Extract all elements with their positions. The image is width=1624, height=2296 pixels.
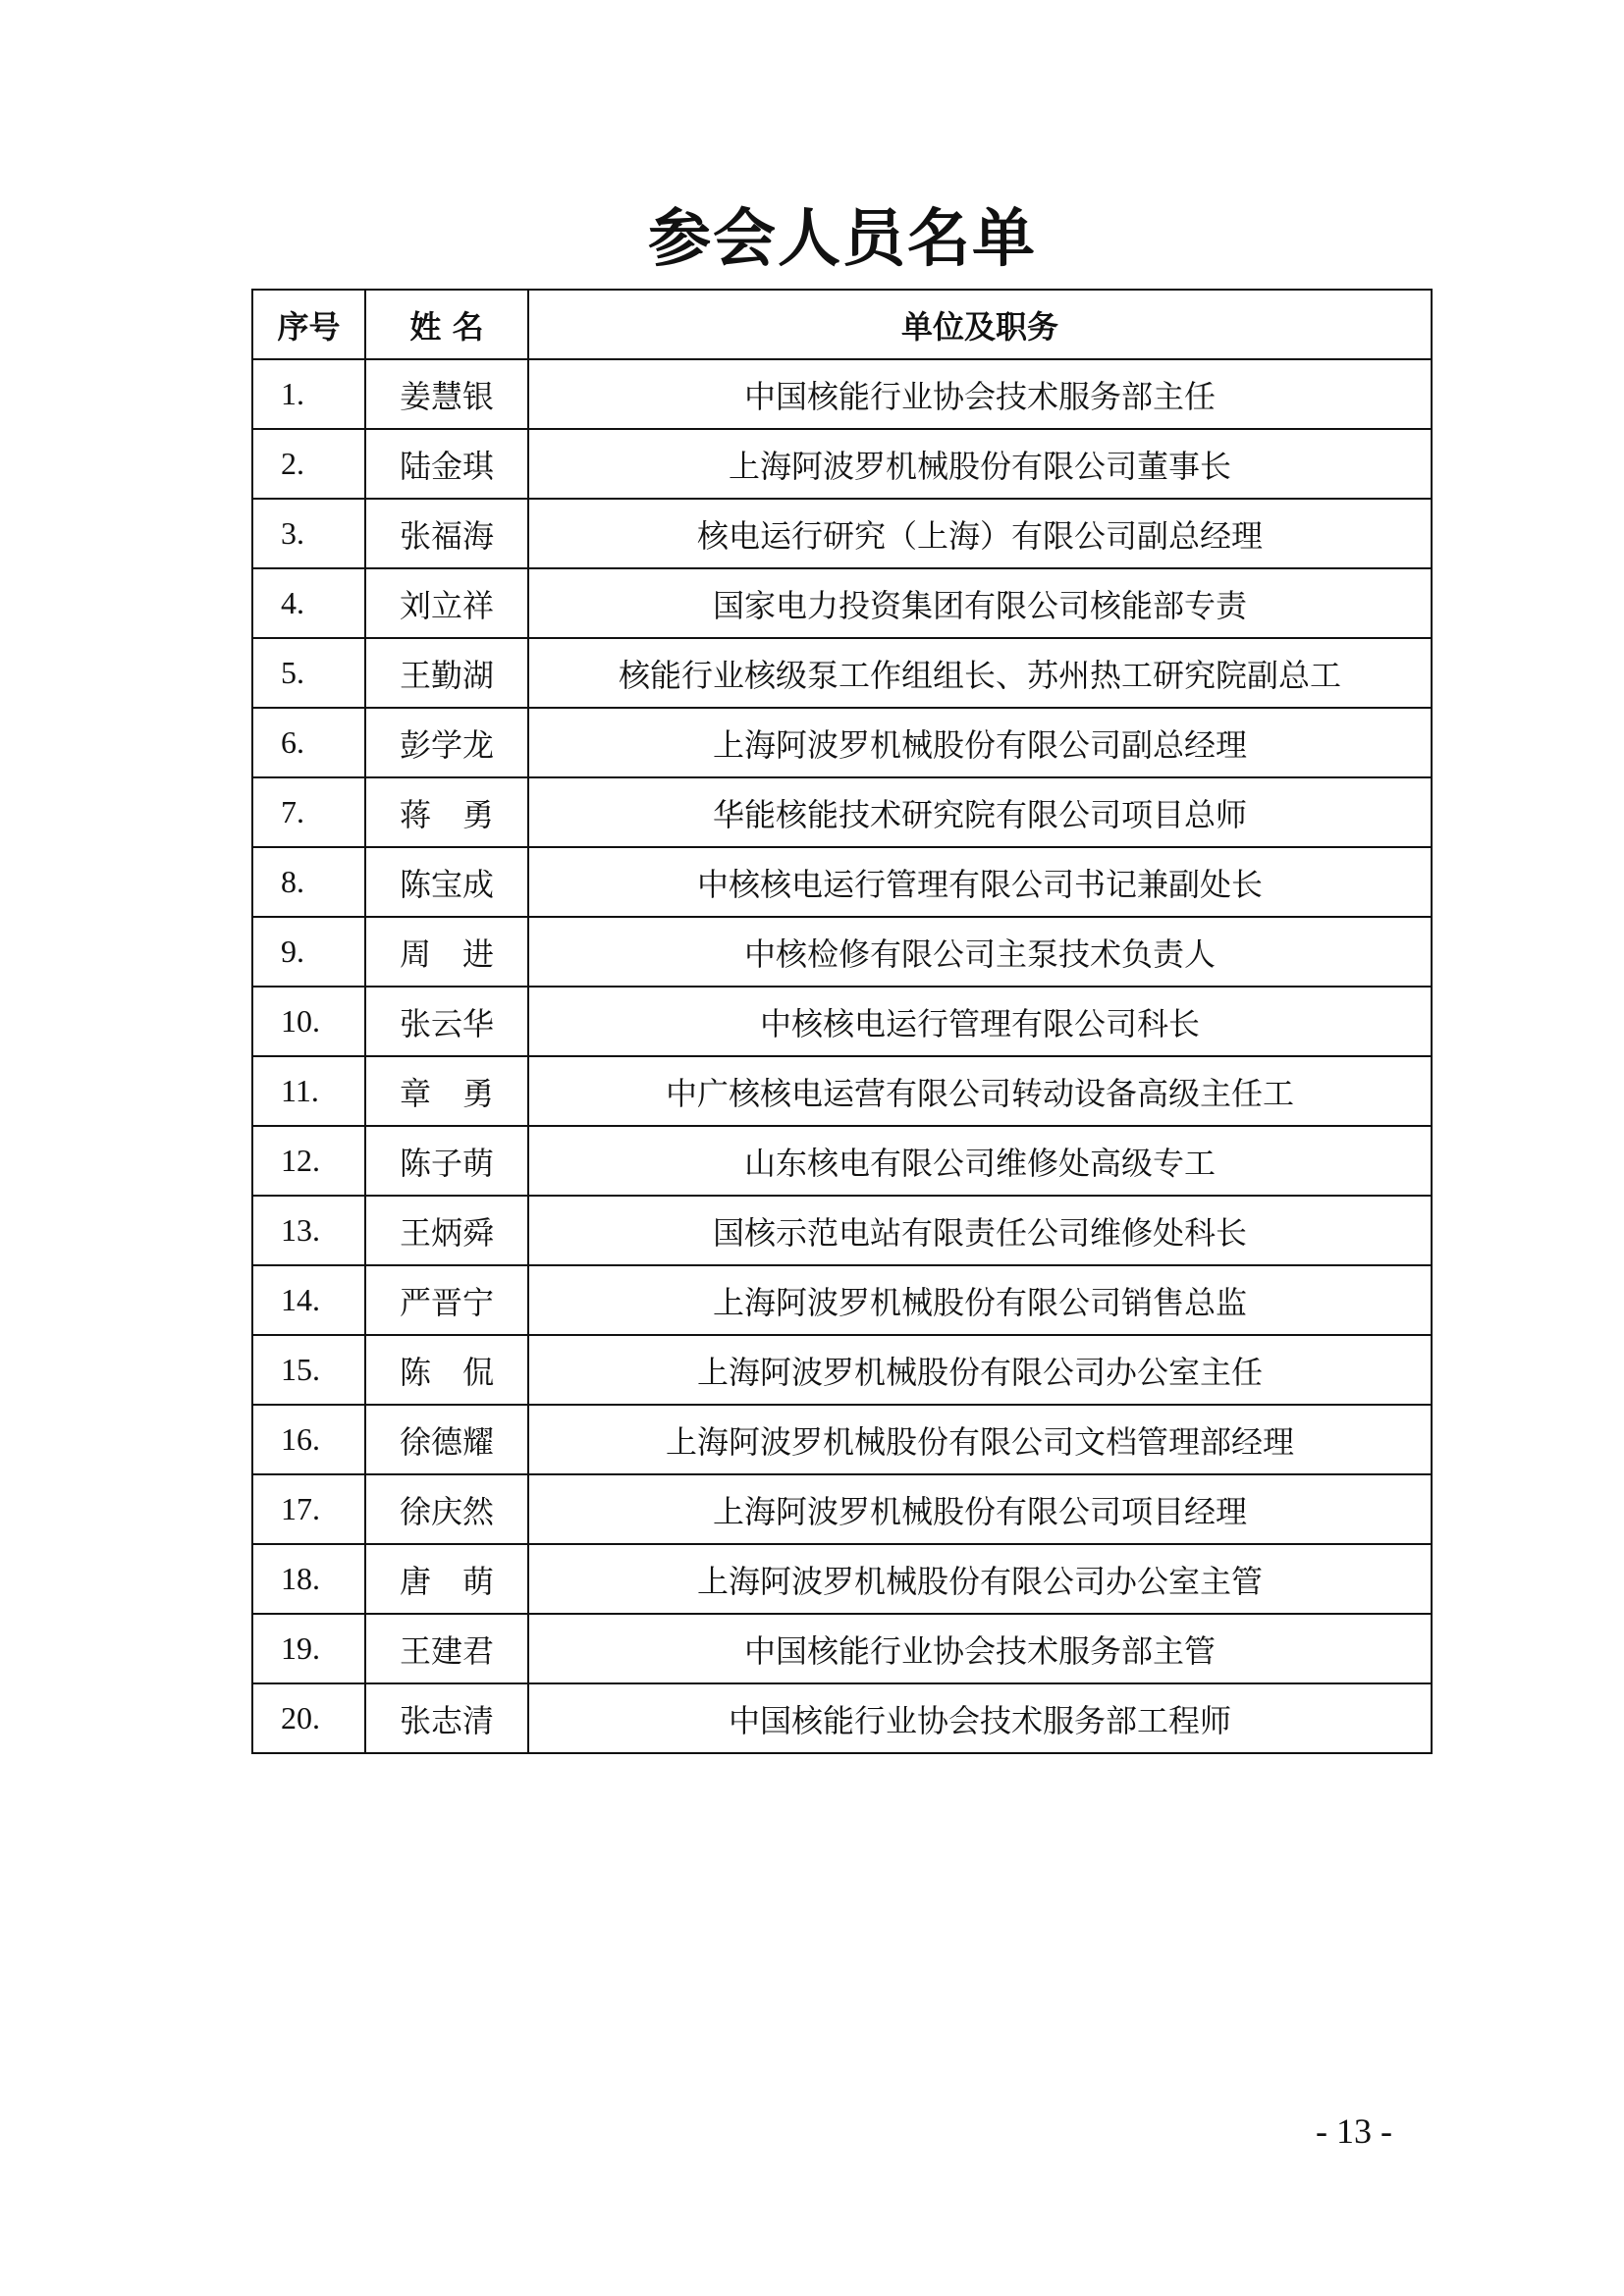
row-name: 陈子萌 [365, 1126, 528, 1196]
table-row [252, 1126, 1432, 1196]
row-index: 18. [252, 1544, 365, 1614]
row-name: 张志清 [365, 1683, 528, 1753]
table-row [252, 777, 1432, 847]
row-organization: 国家电力投资集团有限公司核能部专责 [528, 568, 1432, 638]
row-index: 8. [252, 847, 365, 917]
row-organization: 华能核能技术研究院有限公司项目总师 [528, 777, 1432, 847]
row-organization: 中广核核电运营有限公司转动设备高级主任工 [528, 1056, 1432, 1126]
row-organization: 核能行业核级泵工作组组长、苏州热工研究院副总工 [528, 638, 1432, 708]
row-index: 1. [252, 359, 365, 429]
table-row [252, 1196, 1432, 1265]
row-name: 彭学龙 [365, 708, 528, 777]
row-name: 王勤湖 [365, 638, 528, 708]
row-name: 章 勇 [365, 1056, 528, 1126]
header-organization-title: 单位及职务 [528, 290, 1432, 359]
row-name: 张云华 [365, 987, 528, 1056]
row-organization: 上海阿波罗机械股份有限公司项目经理 [528, 1474, 1432, 1544]
row-organization: 上海阿波罗机械股份有限公司办公室主管 [528, 1544, 1432, 1614]
table-row [252, 568, 1432, 638]
row-index: 2. [252, 429, 365, 499]
table-row [252, 1683, 1432, 1753]
row-name: 陈 侃 [365, 1335, 528, 1405]
table-row [252, 1474, 1432, 1544]
table-row [252, 1056, 1432, 1126]
row-organization: 上海阿波罗机械股份有限公司文档管理部经理 [528, 1405, 1432, 1474]
row-organization: 核电运行研究（上海）有限公司副总经理 [528, 499, 1432, 568]
row-index: 14. [252, 1265, 365, 1335]
row-index: 9. [252, 917, 365, 987]
table-header-row [252, 290, 1432, 359]
table-row [252, 359, 1432, 429]
table-row [252, 917, 1432, 987]
table-row [252, 708, 1432, 777]
table-row [252, 429, 1432, 499]
row-index: 6. [252, 708, 365, 777]
row-index: 11. [252, 1056, 365, 1126]
row-index: 16. [252, 1405, 365, 1474]
table-body [252, 359, 1432, 1753]
row-organization: 上海阿波罗机械股份有限公司副总经理 [528, 708, 1432, 777]
row-organization: 中国核能行业协会技术服务部工程师 [528, 1683, 1432, 1753]
row-organization: 中国核能行业协会技术服务部主管 [528, 1614, 1432, 1683]
row-name: 严晋宁 [365, 1265, 528, 1335]
page-number: - 13 - [1316, 2111, 1392, 2151]
row-name: 张福海 [365, 499, 528, 568]
row-name: 王炳舜 [365, 1196, 528, 1265]
row-name: 唐 萌 [365, 1544, 528, 1614]
row-name: 王建君 [365, 1614, 528, 1683]
header-name: 姓 名 [365, 290, 528, 359]
row-name: 刘立祥 [365, 568, 528, 638]
row-organization: 中国核能行业协会技术服务部主任 [528, 359, 1432, 429]
row-organization: 中核核电运行管理有限公司书记兼副处长 [528, 847, 1432, 917]
row-organization: 上海阿波罗机械股份有限公司董事长 [528, 429, 1432, 499]
header-index: 序号 [252, 290, 365, 359]
row-organization: 上海阿波罗机械股份有限公司办公室主任 [528, 1335, 1432, 1405]
table-row [252, 499, 1432, 568]
table-row [252, 1544, 1432, 1614]
row-index: 3. [252, 499, 365, 568]
row-organization: 山东核电有限公司维修处高级专工 [528, 1126, 1432, 1196]
document-title: 参会人员名单 [648, 202, 1037, 276]
table-row [252, 987, 1432, 1056]
row-name: 徐德耀 [365, 1405, 528, 1474]
row-index: 17. [252, 1474, 365, 1544]
table-row [252, 1405, 1432, 1474]
table-row [252, 1335, 1432, 1405]
row-organization: 中核检修有限公司主泵技术负责人 [528, 917, 1432, 987]
row-organization: 上海阿波罗机械股份有限公司销售总监 [528, 1265, 1432, 1335]
row-index: 10. [252, 987, 365, 1056]
row-index: 5. [252, 638, 365, 708]
row-organization: 中核核电运行管理有限公司科长 [528, 987, 1432, 1056]
row-index: 12. [252, 1126, 365, 1196]
row-name: 周 进 [365, 917, 528, 987]
row-name: 陈宝成 [365, 847, 528, 917]
table-row [252, 1265, 1432, 1335]
table-row [252, 638, 1432, 708]
row-index: 15. [252, 1335, 365, 1405]
row-index: 13. [252, 1196, 365, 1265]
row-index: 20. [252, 1683, 365, 1753]
row-name: 徐庆然 [365, 1474, 528, 1544]
row-index: 4. [252, 568, 365, 638]
row-name: 姜慧银 [365, 359, 528, 429]
row-index: 19. [252, 1614, 365, 1683]
row-organization: 国核示范电站有限责任公司维修处科长 [528, 1196, 1432, 1265]
row-name: 蒋 勇 [365, 777, 528, 847]
attendee-table [251, 289, 1433, 1754]
table-row [252, 1614, 1432, 1683]
table-row [252, 847, 1432, 917]
row-index: 7. [252, 777, 365, 847]
row-name: 陆金琪 [365, 429, 528, 499]
